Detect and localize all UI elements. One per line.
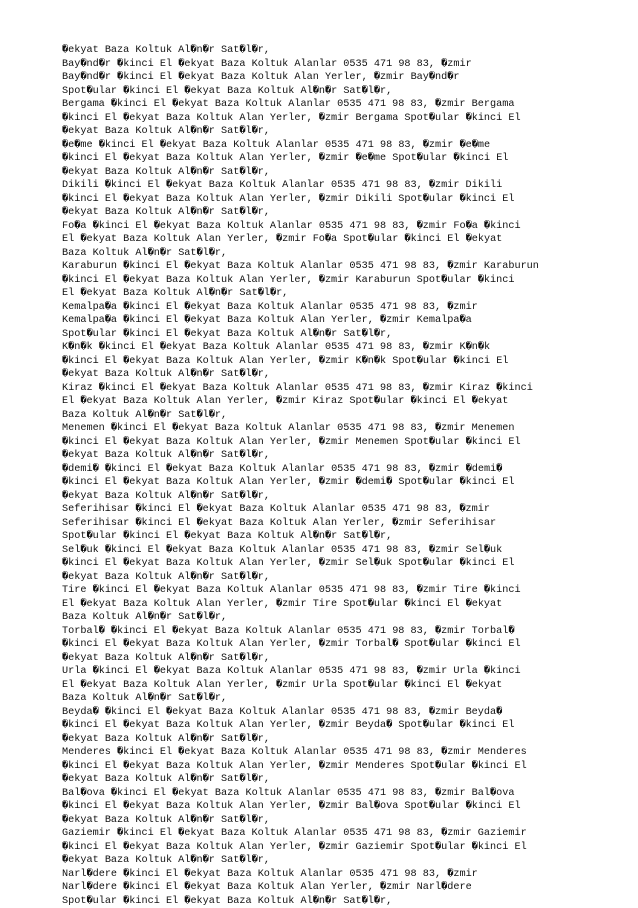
text-line: Narl�dere �kinci El �ekyat Baza Koltuk Alanlar 0535 471 98 83, �zmir (62, 868, 622, 882)
text-line: Dikili �kinci El �ekyat Baza Koltuk Alanlar 0535 471 98 83, �zmir Dikili (62, 179, 622, 193)
text-line: Spot�ular �kinci El �ekyat Baza Koltuk Al�n�r Sat�l�r, (62, 328, 622, 342)
text-line: Baza Koltuk Al�n�r Sat�l�r, (62, 611, 622, 625)
text-line: �ekyat Baza Koltuk Al�n�r Sat�l�r, (62, 490, 622, 504)
text-line: Spot�ular �kinci El �ekyat Baza Koltuk Al�n�r Sat�l�r, (62, 530, 622, 544)
text-line: �ekyat Baza Koltuk Al�n�r Sat�l�r, (62, 854, 622, 868)
text-line: Seferihisar �kinci El �ekyat Baza Koltuk Alanlar 0535 471 98 83, �zmir (62, 503, 622, 517)
text-line: �ekyat Baza Koltuk Al�n�r Sat�l�r, (62, 773, 622, 787)
text-line: �ekyat Baza Koltuk Al�n�r Sat�l�r, (62, 166, 622, 180)
text-line: Sel�uk �kinci El �ekyat Baza Koltuk Alanlar 0535 471 98 83, �zmir Sel�uk (62, 544, 622, 558)
text-line: Fo�a �kinci El �ekyat Baza Koltuk Alanlar 0535 471 98 83, �zmir Fo�a �kinci (62, 220, 622, 234)
text-line: Bay�nd�r �kinci El �ekyat Baza Koltuk Alan Yerler, �zmir Bay�nd�r (62, 71, 622, 85)
text-line: �kinci El �ekyat Baza Koltuk Alan Yerler, �zmir �demi� Spot�ular �kinci El (62, 476, 622, 490)
text-line: Seferihisar �kinci El �ekyat Baza Koltuk Alan Yerler, �zmir Seferihisar (62, 517, 622, 531)
text-line: �demi� �kinci El �ekyat Baza Koltuk Alanlar 0535 471 98 83, �zmir �demi� (62, 463, 622, 477)
text-line: Karaburun �kinci El �ekyat Baza Koltuk Alanlar 0535 471 98 83, �zmir Karaburun (62, 260, 622, 274)
text-line: Tire �kinci El �ekyat Baza Koltuk Alanlar 0535 471 98 83, �zmir Tire �kinci (62, 584, 622, 598)
text-line: Menemen �kinci El �ekyat Baza Koltuk Alanlar 0535 471 98 83, �zmir Menemen (62, 422, 622, 436)
text-line: �kinci El �ekyat Baza Koltuk Alan Yerler, �zmir Menderes Spot�ular �kinci El (62, 760, 622, 774)
text-line: Narl�dere �kinci El �ekyat Baza Koltuk Alan Yerler, �zmir Narl�dere (62, 881, 622, 895)
text-line: �kinci El �ekyat Baza Koltuk Alan Yerler, �zmir Sel�uk Spot�ular �kinci El (62, 557, 622, 571)
text-line: Urla �kinci El �ekyat Baza Koltuk Alanlar 0535 471 98 83, �zmir Urla �kinci (62, 665, 622, 679)
text-line: Beyda� �kinci El �ekyat Baza Koltuk Alanlar 0535 471 98 83, �zmir Beyda� (62, 706, 622, 720)
text-line: El �ekyat Baza Koltuk Alan Yerler, �zmir Urla Spot�ular �kinci El �ekyat (62, 679, 622, 693)
text-line: Baza Koltuk Al�n�r Sat�l�r, (62, 692, 622, 706)
text-line: Baza Koltuk Al�n�r Sat�l�r, (62, 409, 622, 423)
text-line: �kinci El �ekyat Baza Koltuk Alan Yerler, �zmir Menemen Spot�ular �kinci El (62, 436, 622, 450)
text-line: �ekyat Baza Koltuk Al�n�r Sat�l�r, (62, 652, 622, 666)
text-line: K�n�k �kinci El �ekyat Baza Koltuk Alanlar 0535 471 98 83, �zmir K�n�k (62, 341, 622, 355)
text-line: �ekyat Baza Koltuk Al�n�r Sat�l�r, (62, 368, 622, 382)
text-line: �ekyat Baza Koltuk Al�n�r Sat�l�r, (62, 814, 622, 828)
text-line: Bay�nd�r �kinci El �ekyat Baza Koltuk Alanlar 0535 471 98 83, �zmir (62, 58, 622, 72)
text-line: Bergama �kinci El �ekyat Baza Koltuk Alanlar 0535 471 98 83, �zmir Bergama (62, 98, 622, 112)
document-page (62, 44, 622, 908)
text-line: Torbal� �kinci El �ekyat Baza Koltuk Alanlar 0535 471 98 83, �zmir Torbal� (62, 625, 622, 639)
text-line: El �ekyat Baza Koltuk Alan Yerler, �zmir Fo�a Spot�ular �kinci El �ekyat (62, 233, 622, 247)
text-line: El �ekyat Baza Koltuk Alan Yerler, �zmir Tire Spot�ular �kinci El �ekyat (62, 598, 622, 612)
text-line: Gaziemir �kinci El �ekyat Baza Koltuk Alanlar 0535 471 98 83, �zmir Gaziemir (62, 827, 622, 841)
text-line: Kemalpa�a �kinci El �ekyat Baza Koltuk Alanlar 0535 471 98 83, �zmir (62, 301, 622, 315)
text-line: �kinci El �ekyat Baza Koltuk Alan Yerler, �zmir Gaziemir Spot�ular �kinci El (62, 841, 622, 855)
text-line: �ekyat Baza Koltuk Al�n�r Sat�l�r, (62, 125, 622, 139)
text-line: Baza Koltuk Al�n�r Sat�l�r, (62, 247, 622, 261)
text-line: �e�me �kinci El �ekyat Baza Koltuk Alanlar 0535 471 98 83, �zmir �e�me (62, 139, 622, 153)
text-line: �ekyat Baza Koltuk Al�n�r Sat�l�r, (62, 44, 622, 58)
text-line: �kinci El �ekyat Baza Koltuk Alan Yerler, �zmir Bergama Spot�ular �kinci El (62, 112, 622, 126)
text-line: El �ekyat Baza Koltuk Alan Yerler, �zmir Kiraz Spot�ular �kinci El �ekyat (62, 395, 622, 409)
text-line: Bal�ova �kinci El �ekyat Baza Koltuk Alanlar 0535 471 98 83, �zmir Bal�ova (62, 787, 622, 801)
text-line: �kinci El �ekyat Baza Koltuk Alan Yerler, �zmir Torbal� Spot�ular �kinci El (62, 638, 622, 652)
text-line: El �ekyat Baza Koltuk Al�n�r Sat�l�r, (62, 287, 622, 301)
text-line: �kinci El �ekyat Baza Koltuk Alan Yerler, �zmir Dikili Spot�ular �kinci El (62, 193, 622, 207)
text-line: �ekyat Baza Koltuk Al�n�r Sat�l�r, (62, 449, 622, 463)
text-line: �kinci El �ekyat Baza Koltuk Alan Yerler, �zmir �e�me Spot�ular �kinci El (62, 152, 622, 166)
text-line: Menderes �kinci El �ekyat Baza Koltuk Alanlar 0535 471 98 83, �zmir Menderes (62, 746, 622, 760)
text-line: �kinci El �ekyat Baza Koltuk Alan Yerler, �zmir K�n�k Spot�ular �kinci El (62, 355, 622, 369)
text-line: Spot�ular �kinci El �ekyat Baza Koltuk Al�n�r Sat�l�r, (62, 85, 622, 99)
text-line: Spot�ular �kinci El �ekyat Baza Koltuk Al�n�r Sat�l�r, (62, 895, 622, 908)
text-line: �ekyat Baza Koltuk Al�n�r Sat�l�r, (62, 733, 622, 747)
text-line: �kinci El �ekyat Baza Koltuk Alan Yerler, �zmir Bal�ova Spot�ular �kinci El (62, 800, 622, 814)
text-line: �ekyat Baza Koltuk Al�n�r Sat�l�r, (62, 206, 622, 220)
text-line: �kinci El �ekyat Baza Koltuk Alan Yerler, �zmir Beyda� Spot�ular �kinci El (62, 719, 622, 733)
text-line: �ekyat Baza Koltuk Al�n�r Sat�l�r, (62, 571, 622, 585)
text-line: �kinci El �ekyat Baza Koltuk Alan Yerler, �zmir Karaburun Spot�ular �kinci (62, 274, 622, 288)
text-line: Kemalpa�a �kinci El �ekyat Baza Koltuk Alan Yerler, �zmir Kemalpa�a (62, 314, 622, 328)
text-line: Kiraz �kinci El �ekyat Baza Koltuk Alanlar 0535 471 98 83, �zmir Kiraz �kinci (62, 382, 622, 396)
